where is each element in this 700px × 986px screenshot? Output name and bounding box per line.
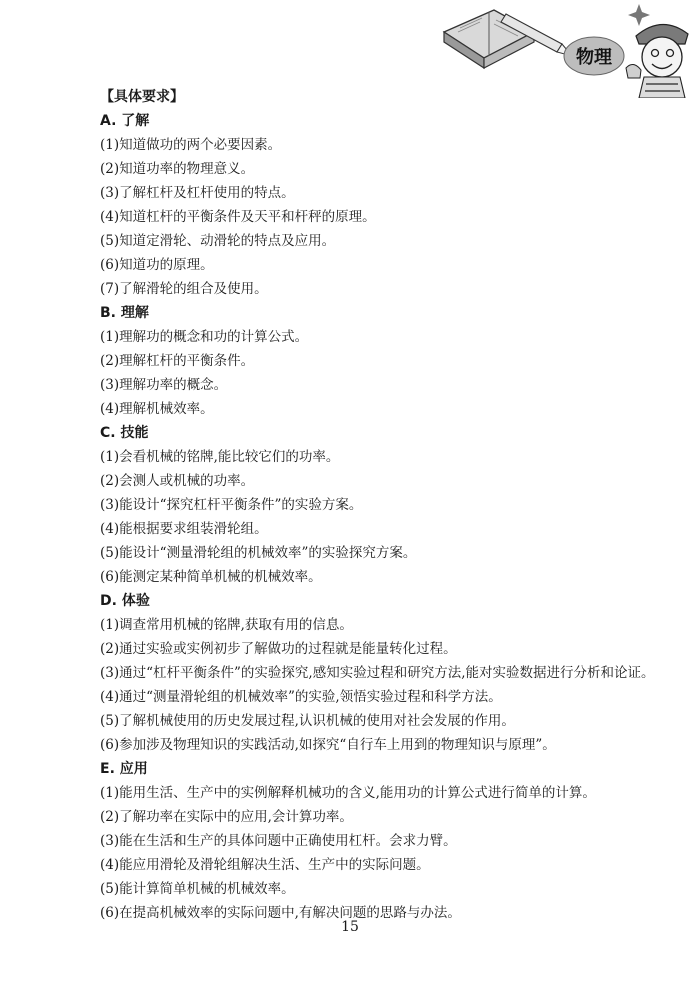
- page-heading: 【具体要求】: [100, 89, 184, 105]
- section-b: [100, 301, 670, 421]
- list-item: (3)能在生活和生产的具体问题中正确使用杠杆。会求力臂。: [100, 833, 457, 849]
- list-item: (3)理解功率的概念。: [100, 377, 228, 393]
- section-c: [100, 421, 670, 589]
- list-item: (1)调查常用机械的铭牌,获取有用的信息。: [100, 617, 353, 633]
- list-item: (3)通过“杠杆平衡条件”的实验探究,感知实验过程和研究方法,能对实验数据进行分析和论证。: [100, 665, 655, 681]
- list-item: (4)通过“测量滑轮组的机械效率”的实验,领悟实验过程和科学方法。: [100, 689, 502, 705]
- section-title: C. 技能: [100, 425, 149, 441]
- list-item: (5)能计算简单机械的机械效率。: [100, 881, 295, 897]
- list-item: (1)理解功的概念和功的计算公式。: [100, 329, 309, 345]
- section-e: [100, 757, 670, 925]
- list-item: (5)了解机械使用的历史发展过程,认识机械的使用对社会发展的作用。: [100, 713, 515, 729]
- section-d: [100, 589, 670, 757]
- subject-badge: [564, 37, 624, 75]
- list-item: (4)能应用滑轮及滑轮组解决生活、生产中的实际问题。: [100, 857, 430, 873]
- list-item: (3)能设计“探究杠杆平衡条件”的实验方案。: [100, 497, 363, 513]
- list-item: (4)理解机械效率。: [100, 401, 214, 417]
- section-a: [100, 109, 670, 301]
- list-item: (2)理解杠杆的平衡条件。: [100, 353, 255, 369]
- subject-badge-label: 物理: [576, 47, 612, 68]
- list-item: (1)会看机械的铭牌,能比较它们的功率。: [100, 449, 340, 465]
- section-title: B. 理解: [100, 305, 149, 321]
- section-title: A. 了解: [100, 113, 150, 129]
- list-item: (4)能根据要求组装滑轮组。: [100, 521, 268, 537]
- list-item: (3)了解杠杆及杠杆使用的特点。: [100, 185, 295, 201]
- section-title: D. 体验: [100, 593, 150, 609]
- list-item: (5)知道定滑轮、动滑轮的特点及应用。: [100, 233, 336, 249]
- list-item: (4)知道杠杆的平衡条件及天平和杆秤的原理。: [100, 209, 376, 225]
- list-item: (5)能设计“测量滑轮组的机械效率”的实验探究方案。: [100, 545, 417, 561]
- list-item: (6)能测定某种简单机械的机械效率。: [100, 569, 322, 585]
- page-number: 15: [341, 919, 359, 935]
- list-item: (6)知道功的原理。: [100, 257, 214, 273]
- list-item: (6)在提高机械效率的实际问题中,有解决问题的思路与办法。: [100, 905, 461, 921]
- list-item: (2)了解功率在实际中的应用,会计算功率。: [100, 809, 353, 825]
- list-item: (2)会测人或机械的功率。: [100, 473, 255, 489]
- requirements-content: [100, 86, 670, 925]
- list-item: (7)了解滑轮的组合及使用。: [100, 281, 268, 297]
- list-item: (1)能用生活、生产中的实例解释机械功的含义,能用功的计算公式进行简单的计算。: [100, 785, 596, 801]
- open-book-icon: [444, 10, 534, 68]
- section-title: E. 应用: [100, 761, 148, 777]
- list-item: (2)知道功率的物理意义。: [100, 161, 255, 177]
- header-illustration: [436, 2, 698, 98]
- sparkle-icon: [628, 4, 650, 26]
- list-item: (6)参加涉及物理知识的实践活动,如探究“自行车上用到的物理知识与原理”。: [100, 737, 556, 753]
- list-item: (1)知道做功的两个必要因素。: [100, 137, 282, 153]
- list-item: (2)通过实验或实例初步了解做功的过程就是能量转化过程。: [100, 641, 457, 657]
